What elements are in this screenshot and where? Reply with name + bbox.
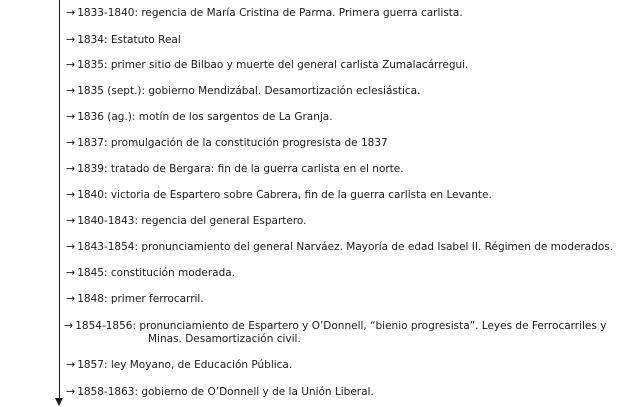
right-arrow-icon: →	[66, 162, 76, 175]
right-arrow-icon: →	[66, 136, 76, 149]
right-arrow-icon: →	[66, 6, 76, 19]
entry-text: 1834: Estatuto Real	[77, 34, 181, 46]
right-arrow-icon: →	[66, 214, 76, 227]
entry-text: 1857: ley Moyano, de Educación Pública.	[77, 359, 293, 371]
entry-text: 1836 (ag.): motín de los sargentos de La Granja.	[77, 111, 333, 123]
timeline-entry	[66, 33, 181, 47]
timeline-entry	[66, 162, 404, 176]
timeline-axis	[59, 0, 60, 400]
timeline-entry	[66, 385, 374, 399]
right-arrow-icon: →	[66, 110, 76, 123]
timeline-entry	[66, 214, 307, 228]
right-arrow-icon: →	[66, 58, 76, 71]
right-arrow-icon: →	[66, 385, 76, 398]
right-arrow-icon: →	[66, 266, 76, 279]
right-arrow-icon: →	[66, 240, 76, 253]
right-arrow-icon: →	[66, 358, 76, 371]
entry-text: 1837: promulgación de la constitución progresista de 1837	[77, 137, 388, 149]
right-arrow-icon: →	[66, 188, 76, 201]
entry-text: 1839: tratado de Bergara: fin de la guerra carlista en el norte.	[77, 163, 404, 175]
entry-text-continuation: Minas. Desamortización civil.	[148, 333, 301, 345]
entry-text: 1835: primer sitio de Bilbao y muerte del general carlista Zumalacárregui.	[77, 59, 469, 71]
entry-text: 1840: victoria de Espartero sobre Cabrera, fin de la guerra carlista en Levante.	[77, 189, 492, 201]
timeline-entry	[66, 292, 204, 306]
axis-arrowhead-icon	[55, 398, 63, 406]
timeline-entry	[66, 188, 492, 202]
timeline-entry	[66, 358, 292, 372]
right-arrow-icon: →	[66, 84, 76, 97]
entry-text: 1835 (sept.): gobierno Mendizábal. Desamortización eclesiástica.	[77, 85, 421, 97]
entry-text: 1840-1843: regencia del general Espartero.	[77, 215, 307, 227]
timeline-entry	[64, 319, 636, 346]
timeline-entry	[66, 58, 468, 72]
timeline-entry	[66, 84, 420, 98]
timeline-entry	[66, 136, 388, 150]
entry-text: 1848: primer ferrocarril.	[77, 293, 204, 305]
entry-text: 1845: constitución moderada.	[77, 267, 236, 279]
timeline-entry	[66, 110, 333, 124]
timeline-entry	[66, 266, 235, 280]
entry-text: 1858-1863: gobierno de O’Donnell y de la Unión Liberal.	[77, 386, 374, 398]
entry-text: 1854-1856: pronunciamiento de Espartero y O’Donnell, “bienio progresista”. Leyes de Ferrocarriles y	[75, 320, 607, 332]
entry-text: 1843-1854: pronunciamiento del general Narváez. Mayoría de edad Isabel II. Régimen de moderados.	[77, 241, 614, 253]
entry-text: 1833-1840: regencia de María Cristina de Parma. Primera guerra carlista.	[77, 7, 463, 19]
right-arrow-icon: →	[66, 292, 76, 305]
timeline-entry	[66, 240, 613, 254]
right-arrow-icon: →	[66, 33, 76, 46]
right-arrow-icon: →	[64, 319, 74, 332]
timeline-entry	[66, 6, 463, 20]
